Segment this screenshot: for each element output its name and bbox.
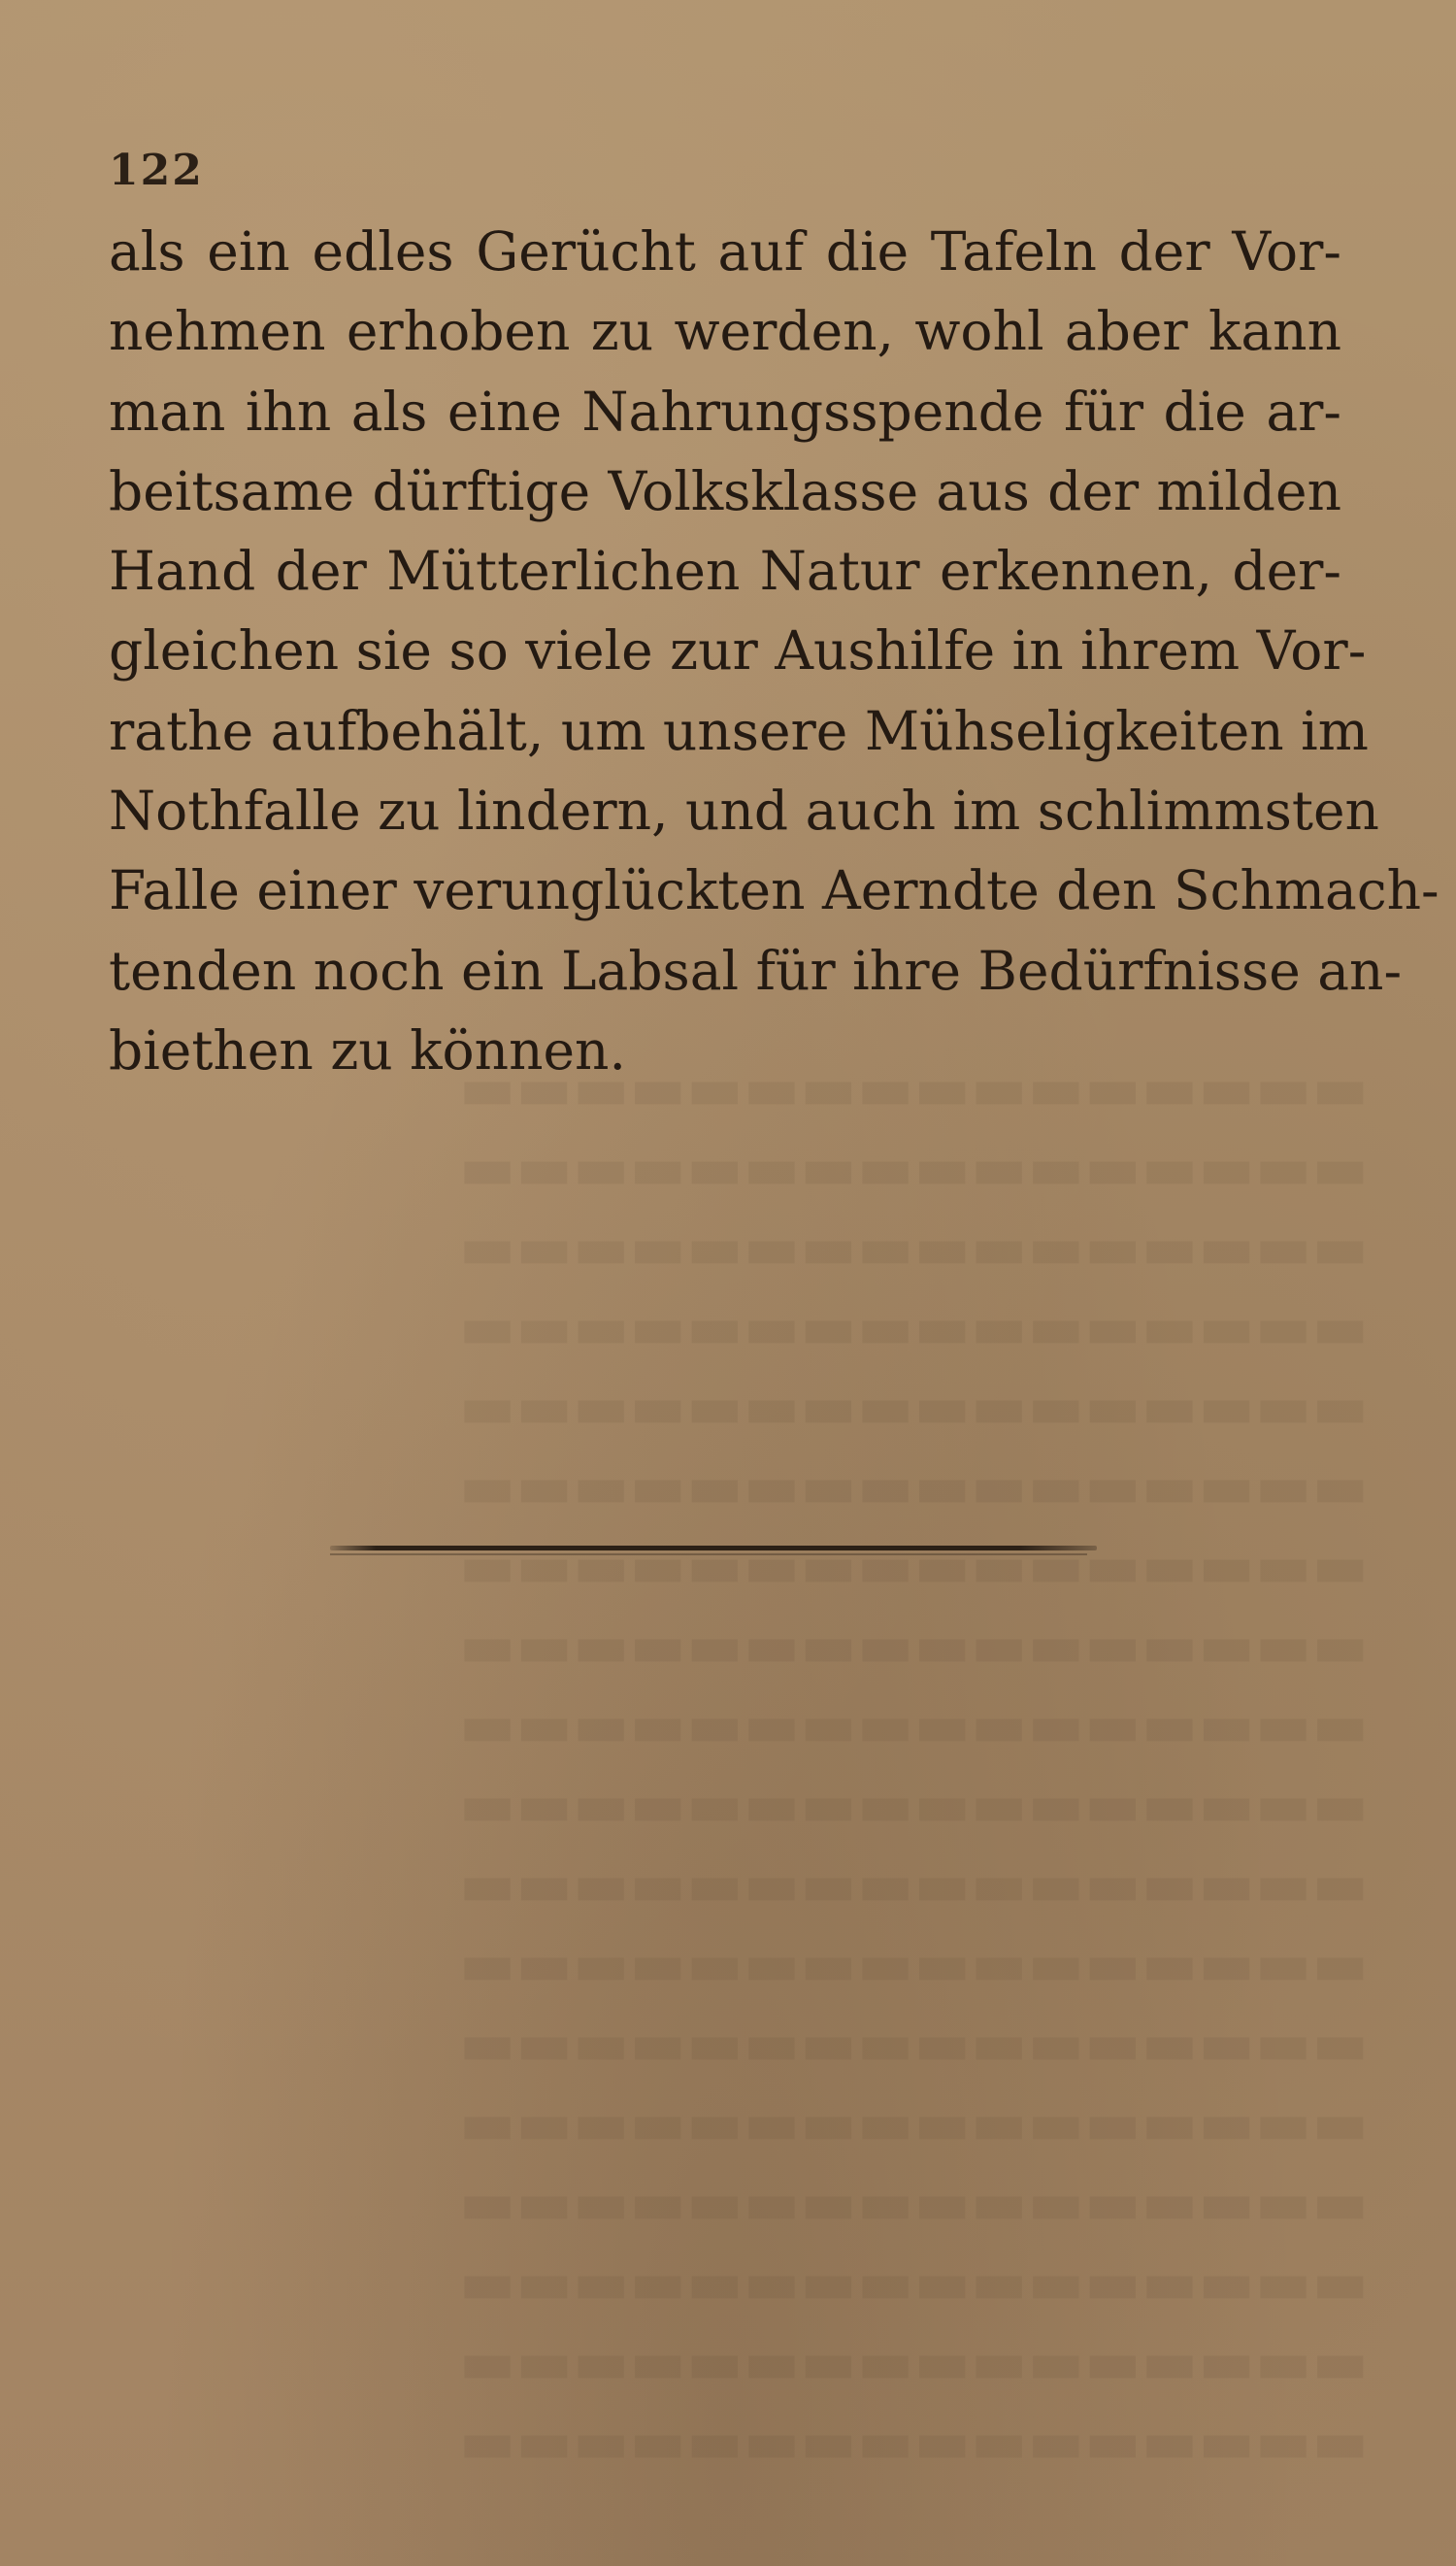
text-line: biethen zu können. (109, 1018, 626, 1082)
text-line: gleichen sie so viele zur Aushilfe in ihrem Vor- (109, 619, 1367, 683)
section-divider-rule-shadow (330, 1553, 1087, 1555)
text-line: rathe aufbehält, um unsere Mühseligkeiten im (109, 699, 1369, 762)
text-line: man ihn als eine Nahrungsspende für die ar- (109, 380, 1341, 443)
text-line: Falle einer verunglückten Aerndte den Schmach- (109, 859, 1439, 922)
text-line: Hand der Mütterlichen Natur erkennen, der- (109, 540, 1341, 603)
page-number: 122 (109, 146, 204, 195)
text-line: Nothfalle zu lindern, und auch im schlimmsten (109, 780, 1379, 843)
text-line: als ein edles Gerücht auf die Tafeln der Vor- (109, 220, 1341, 283)
text-line: tenden noch ein Labsal für ihre Bedürfnisse an- (109, 939, 1403, 1002)
text-line: nehmen erhoben zu werden, wohl aber kann (109, 300, 1341, 363)
section-divider-rule (330, 1546, 1097, 1550)
body-text (109, 212, 1439, 1090)
text-line: beitsame dürftige Volksklasse aus der milden (109, 459, 1341, 522)
show-through-texture: ▬▬▬▬▬▬▬▬▬▬▬▬▬▬▬▬ ▬▬▬▬▬▬▬▬▬▬▬▬▬▬▬▬ ▬▬▬▬▬▬▬▬▬▬▬▬▬▬▬▬ ▬▬▬▬▬▬▬▬▬▬▬▬▬▬▬▬ ▬▬▬▬▬▬▬▬▬▬▬▬▬▬▬▬ ▬▬▬▬▬▬▬▬▬▬▬▬▬▬▬▬ ▬▬▬▬▬▬▬▬▬▬▬▬▬▬▬▬ ▬▬▬▬▬▬▬▬▬▬▬▬▬▬▬▬ ▬▬▬▬▬▬▬▬▬▬▬▬▬▬▬▬ ▬▬▬▬▬▬▬▬▬▬▬▬▬▬▬▬ ▬▬▬▬▬▬▬▬▬▬▬▬▬▬▬▬ ▬▬▬▬▬▬▬▬▬▬▬▬▬▬▬▬ ▬▬▬▬▬▬▬▬▬▬▬▬▬▬▬▬ ▬▬▬▬▬▬▬▬▬▬▬▬▬▬▬▬ ▬▬▬▬▬▬▬▬▬▬▬▬▬▬▬▬ ▬▬▬▬▬▬▬▬▬▬▬▬▬▬▬▬ ▬▬▬▬▬▬▬▬▬▬▬▬▬▬▬▬ ▬▬▬▬▬▬▬▬▬▬▬▬▬▬▬▬ (458, 1052, 1369, 2477)
